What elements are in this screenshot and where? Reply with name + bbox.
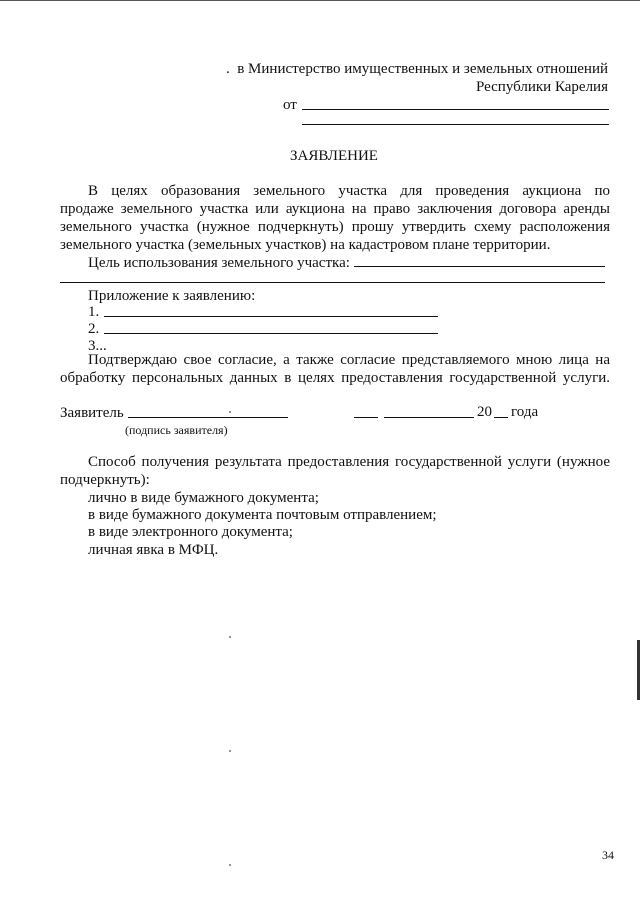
paragraph-line: продаже земельного участка или аукциона на право заключения договора аренды (60, 201, 610, 217)
from-field-line-1[interactable] (302, 109, 609, 110)
attachment-item-3: 3... (88, 338, 107, 354)
year-prefix: 20 (477, 404, 492, 420)
consent-line: Подтверждаю свое согласие, а также согласие представляемого мною лица на (88, 352, 610, 368)
signature-field[interactable] (128, 417, 288, 418)
delivery-intro-line: Способ получения результата предоставления государственной услуги (нужное (88, 454, 610, 470)
consent-line: обработку персональных данных в целях предоставления государственной услуги. (60, 370, 610, 386)
attachment-field-1[interactable] (104, 316, 438, 317)
addressee-line-1: . в Министерство имущественных и земельных отношений (225, 61, 608, 77)
signature-caption: (подпись заявителя) (125, 423, 228, 437)
from-label: от (283, 97, 297, 113)
page-number: 34 (602, 848, 614, 862)
attachment-label: Приложение к заявлению: (88, 288, 256, 304)
scan-speck (229, 636, 231, 638)
addressee-line-2: Республики Карелия (475, 79, 608, 95)
paragraph-line: земельного участка (земельных участков) на кадастровом плане территории. (60, 237, 551, 253)
date-month-field[interactable] (384, 417, 474, 418)
scan-speck (229, 750, 231, 752)
purpose-field-line-2[interactable] (60, 282, 605, 283)
delivery-option[interactable]: лично в виде бумажного документа; (88, 490, 319, 506)
date-year-field[interactable] (494, 417, 508, 418)
delivery-option[interactable]: в виде электронного документа; (88, 524, 293, 540)
attachment-field-2[interactable] (104, 333, 438, 334)
applicant-label: Заявитель (60, 405, 124, 421)
purpose-field-line-1[interactable] (354, 266, 605, 267)
from-field-line-2[interactable] (302, 124, 609, 125)
date-day-field[interactable] (354, 417, 378, 418)
scan-top-edge (0, 0, 640, 1)
purpose-label: Цель использования земельного участка: (88, 255, 350, 271)
paragraph-line: земельного участка (нужное подчеркнуть) прошу утвердить схему расположения (60, 219, 610, 235)
delivery-intro-line: подчеркнуть): (60, 472, 150, 488)
attachment-item-2: 2. (88, 321, 100, 337)
document-title: ЗАЯВЛЕНИЕ (290, 148, 378, 164)
paragraph-line: В целях образования земельного участка для проведения аукциона по (88, 183, 610, 199)
bullet-mark: . (225, 61, 238, 77)
year-suffix: года (511, 404, 539, 420)
delivery-option[interactable]: в виде бумажного документа почтовым отправлением; (88, 507, 437, 523)
attachment-item-1: 1. (88, 304, 100, 320)
scan-speck (229, 864, 231, 866)
delivery-option[interactable]: личная явка в МФЦ. (88, 542, 219, 558)
scan-speck (229, 411, 231, 413)
